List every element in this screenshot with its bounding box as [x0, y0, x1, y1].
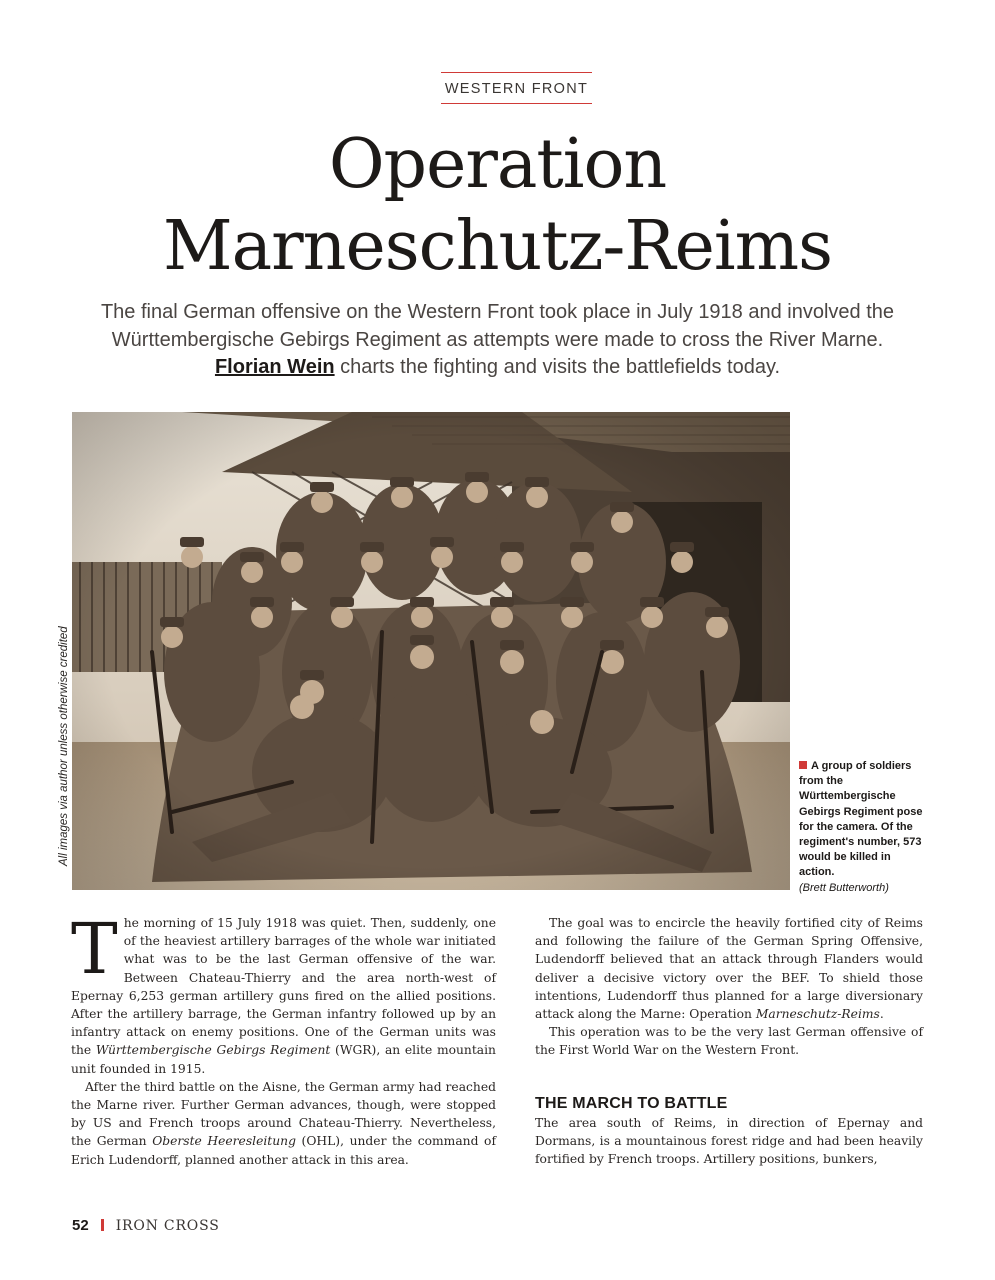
- title-line-2: Marneschutz-Reims: [163, 207, 832, 286]
- body-column-right: [535, 914, 923, 1168]
- body-paragraph: This operation was to be the very last German offensive of the First World War on the Western Front.: [535, 1025, 923, 1058]
- body-paragraph: [71, 908, 496, 1078]
- standfirst-text-end: charts the fighting and visits the battlefields today.: [334, 356, 781, 378]
- body-text: (OHL), under the command of Erich Ludendorff, planned another attack in this area.: [71, 1134, 496, 1167]
- footer-separator: [101, 1219, 104, 1231]
- caption-credit: (Brett Butterworth): [799, 881, 889, 894]
- body-text: .: [879, 1007, 884, 1022]
- body-text: The goal was to encircle the heavily fortified city of Reims and following the failure of the German Spring Offensive, Ludendorff believed that an attack through Flanders would deliver a decisive victory over the BEF. To shield those intentions, Ludendorff thus planned for a large diversionary attack along the Marne: Operation: [535, 916, 923, 1022]
- body-paragraph: [535, 914, 923, 1023]
- body-italic: Marneschutz-Reims: [755, 1007, 880, 1022]
- photo-illustration: [72, 412, 790, 890]
- body-text: he morning of 15 July 1918 was quiet. Then, suddenly, one of the heaviest artillery barrages of the whole war initiated what was to be the last German offensive of the war. Between Chateau-Thierry and the area north-west of Epernay 6,253 german artillery guns fired on the allied positions. After the artillery barrage, the German infantry followed up by an infantry attack on enemy positions. One of the German units was the: [71, 916, 496, 1058]
- body-italic: Württembergische Gebirgs Regiment: [95, 1043, 331, 1058]
- photo-caption: [799, 759, 929, 896]
- page-footer: [72, 1216, 220, 1236]
- body-italic: Oberste Heeresleitung: [152, 1134, 296, 1149]
- soldier-group-photo: [72, 412, 790, 890]
- image-credit: All images via author unless otherwise credited: [58, 626, 70, 866]
- author-link[interactable]: Florian Wein: [214, 356, 335, 378]
- body-text: After the third battle on the Aisne, the German army had reached the Marne river. Further German advances, though, were stopped by US and French troops around Chateau-Thierry. Nevertheless, the German: [71, 1079, 496, 1149]
- magazine-name: IRON CROSS: [115, 1218, 220, 1234]
- drop-cap: T: [71, 908, 118, 990]
- body-paragraph: [71, 1078, 496, 1169]
- title-line-1: Operation: [328, 125, 667, 204]
- section-tag: WESTERN FRONT: [441, 72, 592, 104]
- body-paragraph: The area south of Reims, in direction of Epernay and Dormans, is a mountainous forest ridge and had been heavily fortified by French troops. Artillery positions, bunkers,: [535, 1115, 923, 1167]
- standfirst: [80, 299, 915, 382]
- standfirst-text: The final German offensive on the Western Front took place in July 1918 and involved the Württembergische Gebirgs Regiment as attempts were made to cross the River Marne.: [100, 301, 895, 351]
- section-subhead: THE MARCH TO BATTLE: [535, 1094, 728, 1112]
- article-title: [0, 124, 995, 288]
- body-column-left: [71, 908, 496, 1169]
- caption-text: A group of soldiers from the Württembergische Gebirgs Regiment pose for the camera. Of the regiment's number, 573 would be killed in action.: [799, 760, 923, 879]
- body-text: (WGR), an elite mountain unit founded in 1915.: [71, 1043, 496, 1076]
- caption-bullet-icon: [799, 761, 807, 769]
- page-number: 52: [72, 1217, 89, 1234]
